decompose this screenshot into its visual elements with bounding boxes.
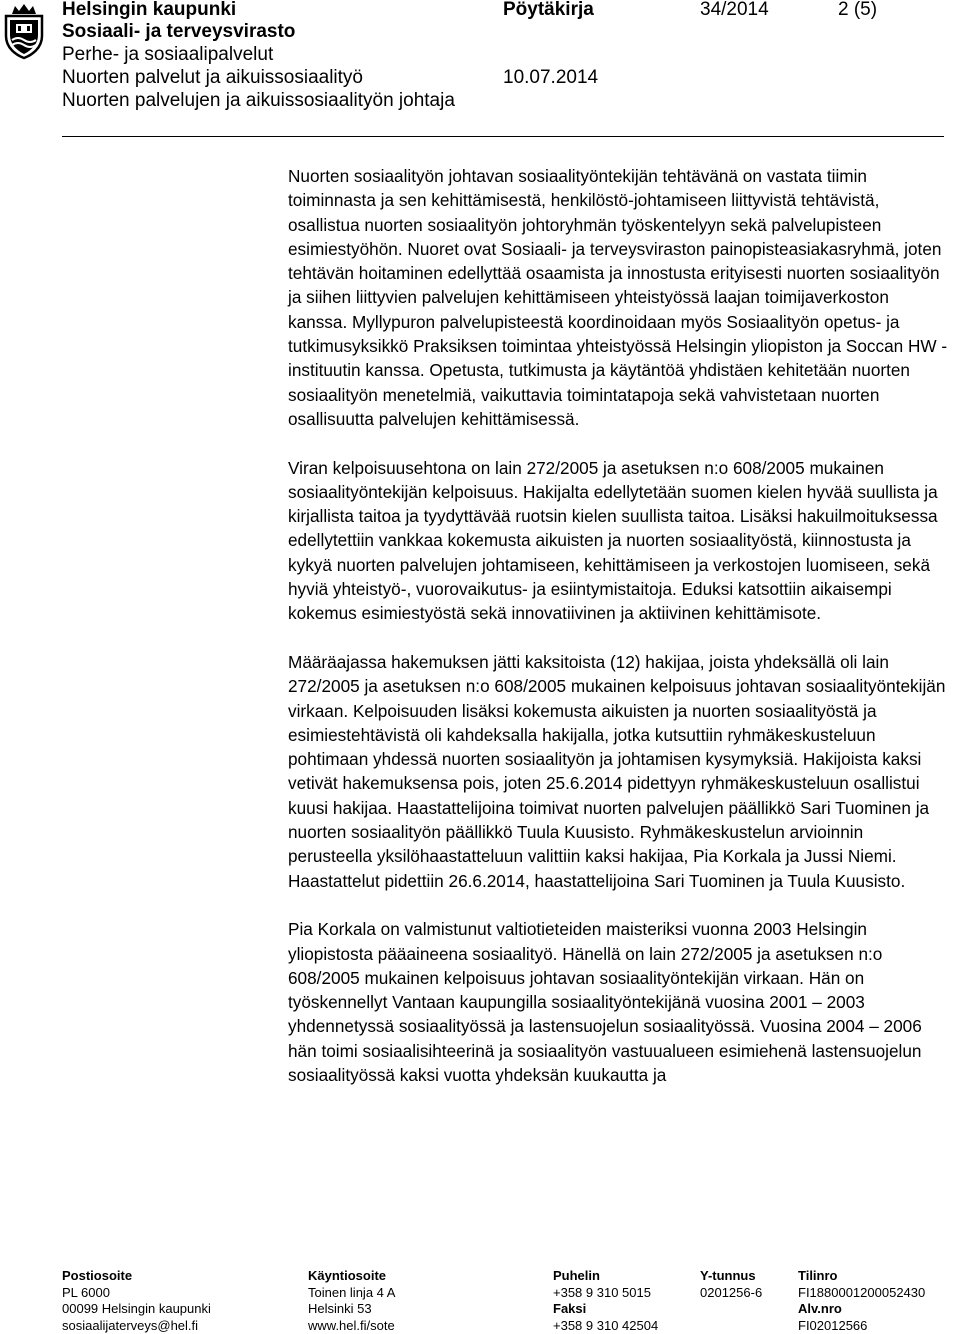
header-page-number: 2 (5) — [838, 0, 877, 21]
footer-account-value: FI1880001200052430 — [798, 1285, 925, 1302]
header-department: Sosiaali- ja terveysvirasto — [62, 21, 295, 43]
footer-postal-line: 00099 Helsingin kaupunki — [62, 1301, 211, 1318]
footer-phone — [553, 1268, 658, 1334]
paragraph-candidate-background: Pia Korkala on valmistunut valtiotieteiden maisteriksi vuonna 2003 Helsingin yliopistosta pääaineena sosiaalityö. Hänellä on lain 272/2005 ja asetuksen n:o 608/2005 mukainen kelpoisuus johtavan sosiaalityöntekijän virkaan. Hän on työskennellyt Vantaan kaupungilla sosiaalityöntekijänä vuosina 2001 – 2003 yhdennetyssä sosiaalityössä ja lastensuojelun sosiaalityössä. Vuosina 2004 – 2006 hän toimi sosiaalisihteerinä ja sosiaalityön vastuualueen esimiehenä lastensuojelun sosiaalityössä kaksi vuotta yhdeksän kuukautta ja — [288, 917, 948, 1087]
footer-postal-address — [62, 1268, 211, 1334]
footer-fax-number: +358 9 310 42504 — [553, 1318, 658, 1334]
footer-website: www.hel.fi/sote — [308, 1318, 395, 1334]
footer-fax-label: Faksi — [553, 1301, 658, 1318]
footer-business-id-label: Y-tunnus — [700, 1268, 762, 1285]
footer-visiting-line: Toinen linja 4 A — [308, 1285, 395, 1302]
header-date: 10.07.2014 — [503, 67, 598, 89]
footer-phone-label: Puhelin — [553, 1268, 658, 1285]
header-doc-number: 34/2014 — [700, 0, 769, 21]
footer-vat-label: Alv.nro — [798, 1301, 925, 1318]
header-doc-type: Pöytäkirja — [503, 0, 594, 21]
paragraph-application-process: Määräajassa hakemuksen jätti kaksitoista (12) hakijaa, joista yhdeksällä oli lain 272/2005 ja asetuksen n:o 608/2005 mukainen kelpoisuus johtavan sosiaalityöntekijän virkaan. Kelpoisuuden lisäksi kokemusta aikuisten ja nuorten sosiaalityöstä ja esimiestehtävistä oli kahdeksalla hakijalla, jotka kutsuttiin ryhmäkeskusteluun pohtimaan yhdessä nuorten sosiaalityön ja johtamisen kysymyksiä. Hakijoista kaksi vetivät hakemuksensa pois, joten 25.6.2014 pidettyyn ryhmäkeskusteluun osallistui kuusi hakijaa. Haastattelijoina toimivat nuorten palvelujen päällikkö Sari Tuominen ja nuorten sosiaalityön päällikkö Tuula Kuusisto. Ryhmäkeskustelun arvioinnin perusteella yksilöhaastatteluun valittiin kaksi hakijaa, Pia Korkala ja Jussi Niemi. Haastattelut pidettiin 26.6.2014, haastattelijoina Sari Tuominen ja Tuula Kuusisto. — [288, 650, 948, 893]
header-city: Helsingin kaupunki — [62, 0, 236, 21]
paragraph-task-description: Nuorten sosiaalityön johtavan sosiaalityöntekijän tehtävänä on vastata tiimin toiminnasta ja sen kehittämisestä, henkilöstö-johtamiseen liittyvistä tehtävistä, osallistua nuorten sosiaalityön johtoryhmän työskentelyyn sekä palvelupisteen esimiestyöhön. Nuoret ovat Sosiaali- ja terveysviraston painopisteasiakasryhmä, joten tehtävän hoitaminen edellyttää osaamista ja innostusta erityisesti nuorten sosiaalityön ja siihen liittyvien palvelujen kehittämiseen yhteistyössä laajan toimijaverkoston kanssa. Myllypuron palvelupisteestä koordinoidaan myös Sosiaalityön opetus- ja tutkimusyksikkö Praksiksen toimintaa yhteistyössä Helsingin yliopiston ja Soccan HW -instituutin kanssa. Opetusta, tutkimusta ja käytäntöä yhdistäen kehitetään nuorten sosiaalityön menetelmiä, vaikuttavia toimintatapoja sekä vahvistetaan nuorten osallisuutta palvelujen kehittämisessä. — [288, 164, 948, 431]
footer-business-id — [700, 1268, 762, 1301]
footer-visiting-label: Käyntiosoite — [308, 1268, 395, 1285]
footer-postal-line: PL 6000 — [62, 1285, 211, 1302]
header-divider — [62, 136, 944, 137]
footer-visiting-line: Helsinki 53 — [308, 1301, 395, 1318]
footer-account — [798, 1268, 925, 1334]
footer-visiting-address — [308, 1268, 395, 1334]
footer-account-label: Tilinro — [798, 1268, 925, 1285]
paragraph-qualifications: Viran kelpoisuusehtona on lain 272/2005 ja asetuksen n:o 608/2005 mukainen sosiaalityöntekijän kelpoisuus. Hakijalta edellytetään suomen kielen hyvää suullista ja kirjallista taitoa ja tyydyttävää ruotsin kielen suullista taitoa. Lisäksi hakuilmoituksessa edellytettiin vankkaa kokemusta aikuisten ja nuorten sosiaalityöstä, kiinnostusta ja kykyä nuorten palvelujen johtamiseen, kehittämiseen ja verkostojen luomiseen, sekä hyviä yhteistyö-, vuorovaikutus- ja esiintymistaitoja. Eduksi katsottiin aikaisempi kokemus esimiestyöstä sekä innovatiivinen ja aktiivinen kehittämisote. — [288, 456, 948, 626]
footer-phone-number: +358 9 310 5015 — [553, 1285, 658, 1302]
document-body — [288, 164, 948, 1112]
helsinki-crest-logo — [2, 2, 46, 60]
header-division: Perhe- ja sosiaalipalvelut — [62, 44, 273, 66]
footer-vat-value: FI02012566 — [798, 1318, 925, 1334]
footer-business-id-value: 0201256-6 — [700, 1285, 762, 1302]
footer-email: sosiaalijaterveys@hel.fi — [62, 1318, 211, 1334]
header-unit: Nuorten palvelut ja aikuissosiaalityö — [62, 67, 363, 89]
footer-postal-label: Postiosoite — [62, 1268, 211, 1285]
header-decision-maker: Nuorten palvelujen ja aikuissosiaalityön johtaja — [62, 90, 455, 112]
